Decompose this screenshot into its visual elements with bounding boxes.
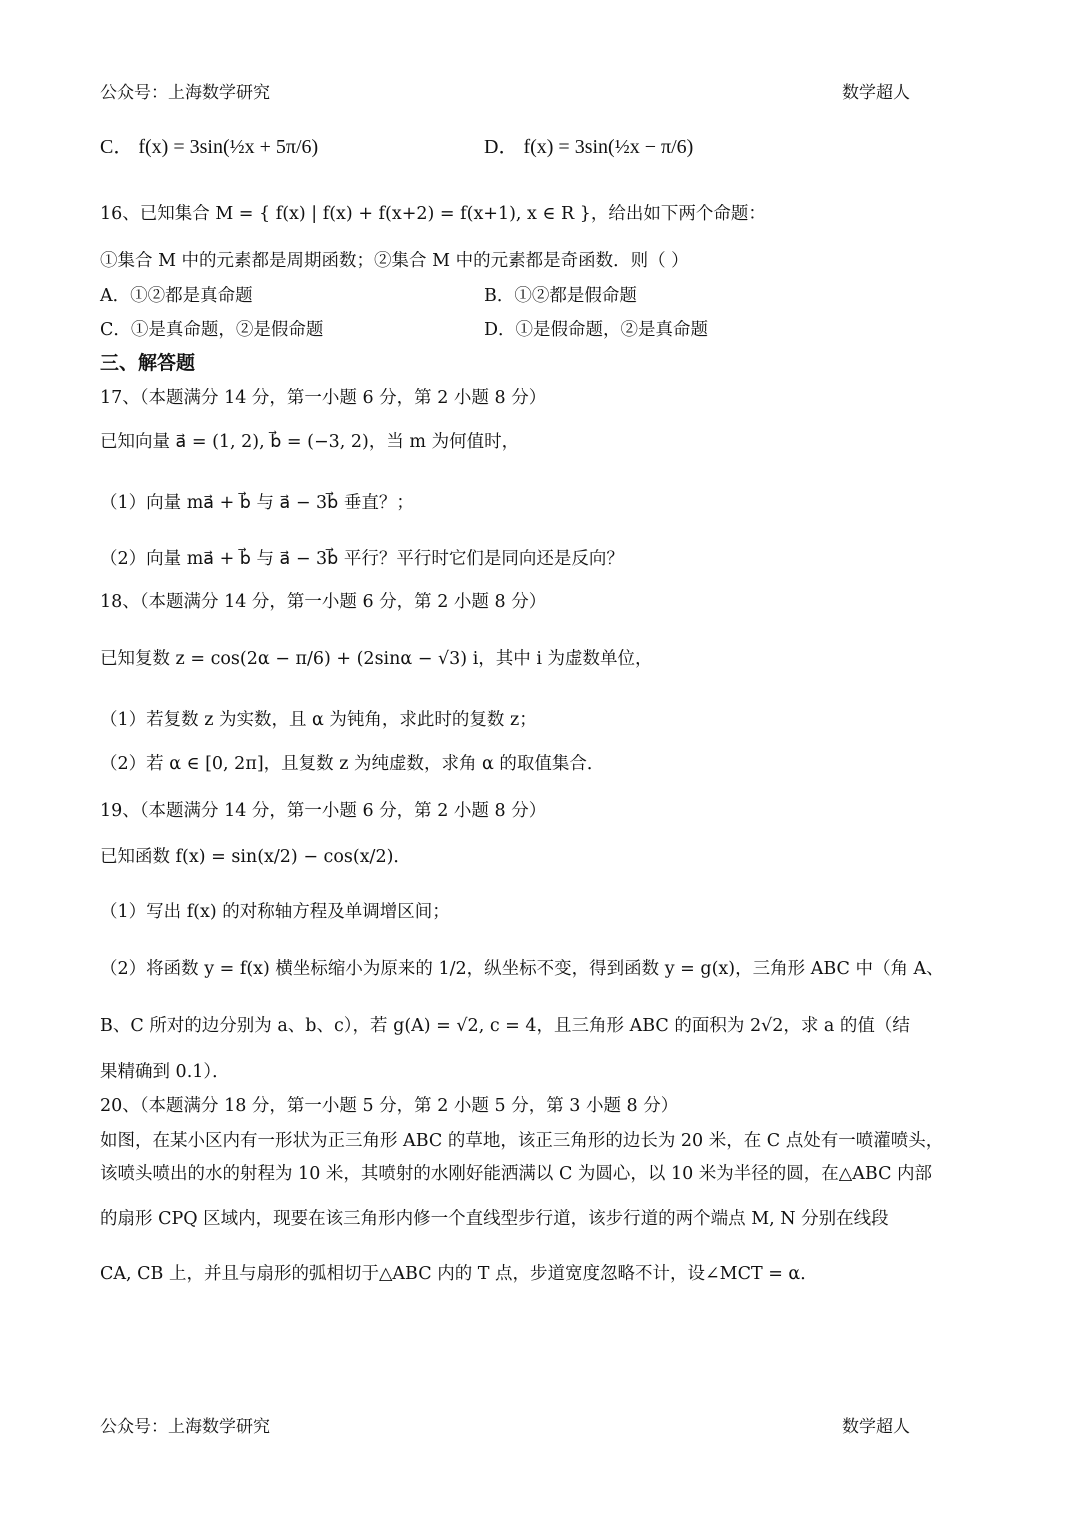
q19-head: 19、（本题满分 14 分，第一小题 6 分，第 2 小题 8 分） [100,801,547,821]
q16-statement: ①集合 M 中的元素都是周期函数；②集合 M 中的元素都是奇函数．则（ ） [100,251,689,271]
q18-stem: 已知复数 z = cos(2α − π/6) + (2sinα − √3) i，其中 i 为虚数单位， [100,649,653,669]
q17-head: 17、（本题满分 14 分，第一小题 6 分，第 2 小题 8 分） [100,388,547,408]
q17-part2: （2）向量 ma⃗ + b⃗ 与 a⃗ − 3b⃗ 平行？平行时它们是同向还是反向？ [100,549,624,569]
header-left: 公众号：上海数学研究 [100,83,270,103]
q17-stem: 已知向量 a⃗ = (1, 2), b⃗ = (−3, 2)，当 m 为何值时， [100,432,520,452]
q20-line2: 该喷头喷出的水的射程为 10 米，其喷射的水刚好能洒满以 C 为圆心，以 10 米为半径的圆，在△ABC 内部 [100,1164,933,1184]
q16-option-d: D．①是假命题，②是真命题 [484,320,709,340]
q15-option-d: D． f(x) = 3sin(½x − π/6) [484,136,694,158]
q20-line1: 如图，在某小区内有一形状为正三角形 ABC 的草地，该正三角形的边长为 20 米，在 C 点处有一喷灌喷头， [100,1131,944,1151]
q15-option-c: C． f(x) = 3sin(½x + 5π/6) [100,136,319,158]
q19-part1: （1）写出 f(x) 的对称轴方程及单调增区间； [100,902,450,922]
q20-line3: 的扇形 CPQ 区域内，现要在该三角形内修一个直线型步行道，该步行道的两个端点 M, N 分别在线段 [100,1209,889,1229]
footer-right: 数学超人 [842,1417,910,1437]
q16-option-b: B．①②都是假命题 [484,286,637,306]
q18-part2: （2）若 α ∈ [0, 2π]，且复数 z 为纯虚数，求角 α 的取值集合． [100,754,605,774]
q20-line4: CA, CB 上，并且与扇形的弧相切于△ABC 内的 T 点，步道宽度忽略不计，设∠MCT = α． [100,1264,818,1284]
q16-option-a: A．①②都是真命题 [100,286,253,306]
q20-head: 20、（本题满分 18 分，第一小题 5 分，第 2 小题 5 分，第 3 小题 8 分） [100,1096,679,1116]
q19-part2-line3: 果精确到 0.1）． [100,1062,230,1082]
q19-part2-line1: （2）将函数 y = f(x) 横坐标缩小为原来的 1/2，纵坐标不变，得到函数 y = g(x)，三角形 ABC 中（角 A、 [100,959,944,979]
q16-option-c: C．①是真命题，②是假命题 [100,320,324,340]
q18-part1: （1）若复数 z 为实数，且 α 为钝角，求此时的复数 z； [100,710,537,730]
footer-left: 公众号：上海数学研究 [100,1417,270,1437]
q17-part1: （1）向量 ma⃗ + b⃗ 与 a⃗ − 3b⃗ 垂直？； [100,493,414,513]
header-right: 数学超人 [842,83,910,103]
q18-head: 18、（本题满分 14 分，第一小题 6 分，第 2 小题 8 分） [100,592,547,612]
q19-stem: 已知函数 f(x) = sin(x/2) − cos(x/2)． [100,847,411,867]
q16-stem: 16、已知集合 M = { f(x) | f(x) + f(x+2) = f(x+1), x ∈ R }，给出如下两个命题： [100,204,766,224]
section-title: 三、解答题 [100,352,196,374]
q19-part2-line2: B、C 所对的边分别为 a、b、c），若 g(A) = √2, c = 4，且三角形 ABC 的面积为 2√2，求 a 的值（结 [100,1016,910,1036]
